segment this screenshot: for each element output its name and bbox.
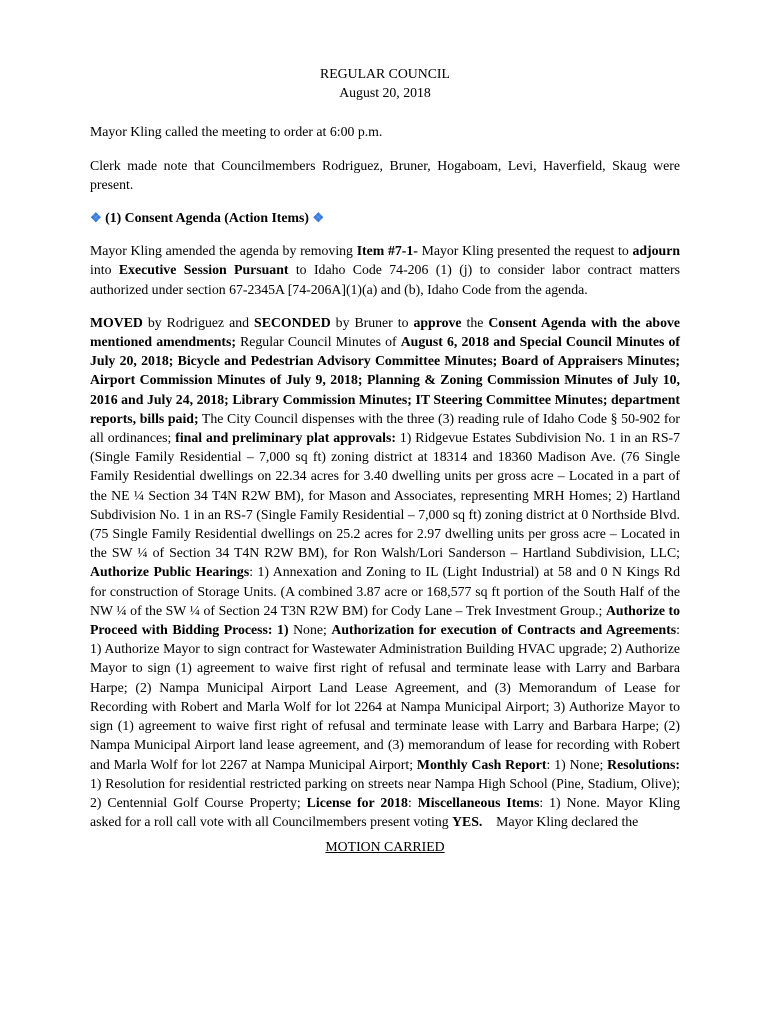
call-to-order-paragraph: Mayor Kling called the meeting to order at 6:00 p.m. xyxy=(90,124,383,140)
consent-agenda-heading xyxy=(90,208,680,227)
text: : 1) None; xyxy=(546,756,608,772)
text: The City Council dispenses with the three (3) reading rule of Idaho Code § 50-902 for all ordinances; xyxy=(90,410,680,446)
bold-text: License for 2018 xyxy=(306,794,408,810)
text: by Bruner to xyxy=(330,314,414,330)
text: Regular Council Minutes of xyxy=(235,334,401,350)
bold-text: approve xyxy=(413,314,462,330)
motion-paragraph xyxy=(90,313,680,831)
bold-text: Authorize Public Hearings xyxy=(90,564,250,580)
text: : xyxy=(407,794,418,810)
text: None; xyxy=(288,622,332,638)
text: into xyxy=(90,262,119,278)
motion-carried: MOTION CARRIED xyxy=(325,839,445,855)
text: Mayor Kling declared the xyxy=(482,814,639,830)
text: to Idaho Code 74-206 (1) (j) to consider labor contract matters authorized under section 67-2345A [74-206A](1)(a) and (b), Idaho Code from the agenda. xyxy=(90,262,680,297)
bold-text: Consent Agenda with the above mentioned amendments; xyxy=(90,314,680,350)
text: : 1) Annexation and Zoning to IL (Light Industrial) at 58 and 0 N Kings Rd for construction of Storage Units. (A combined 3.87 acre or 168,577 sq ft portion of the South Half of the NW ¼ of the SW ¼ of Section 24 T3N R2W BM) for Cody Lane – Trek Investment Group.; xyxy=(90,564,681,618)
bold-text: August 6, 2018 and Special Council Minutes of July 20, 2018; Bicycle and Pedestrian Advisory Committee Minutes; Board of Appraisers Minutes; Airport Commission Minutes of July 9, 2018; Planning & Zoning Commission Minutes of July 10, 2016 and July 24, 2018; Library Commission Minutes; IT Steering Committee Minutes; department reports, bills paid; xyxy=(90,334,680,426)
document-title: REGULAR COUNCIL xyxy=(320,66,450,81)
bold-text: MOVED xyxy=(90,314,143,330)
text: by Rodriguez and xyxy=(142,314,255,330)
text: 1) Resolution for residential restricted parking on streets near Nampa High School (Pine, Stadium, Olive); 2) Centennial Golf Course Property; xyxy=(90,775,680,810)
bold-text: Authorization for execution of Contracts and Agreements xyxy=(331,622,677,638)
text: Mayor Kling amended the agenda by removing xyxy=(90,243,357,259)
text: the xyxy=(461,314,489,330)
text: 1) Ridgevue Estates Subdivision No. 1 in an RS-7 (Single Family Residential – 7,000 sq ft) zoning district at 18314 and 18360 Madison Ave. (76 Single Family Residential dwellings on 22.34 acres for 3.40 dwelling units per gross acre – Located in a part of the NE ¼ Section 34 T4N R2W BM), for Mason and Associates, representing MRH Homes; 2) Hartland Subdivision No. 1 in an RS-7 (Single Family Residential – 7,000 sq ft) zoning district at 0 Northside Blvd. (75 Single Family Residential dwellings on 25.2 acres for 2.97 dwelling units per gross acre – Located in the SW ¼ of Section 34 T4N R2W BM), for Ron Walsh/Lori Sanderson – Hartland Subdivision, LLC; xyxy=(90,430,680,561)
meeting-date: August 20, 2018 xyxy=(339,85,431,101)
document-page xyxy=(90,64,680,857)
text: : 1) Authorize Mayor to sign contract for Wastewater Administration Building HVAC upgrade; 2) Authorize Mayor to sign (1) agreement to waive first right of refusal and terminate lease with Larry and Barbara Harpe; (2) Nampa Municipal Airport Land Lease Agreement, and (3) Memorandum of Lease for Recording with Robert and Marla Wolf for lot 2264 at Nampa Municipal Airport; 3) Authorize Mayor to sign (1) agreement to waive first right of refusal and terminate lease with Larry and Barbara Harpe; (2) Nampa Municipal Airport land lease agreement, and (3) memorandum of lease for recording with Robert and Marla Wolf for lot 2267 at Nampa Municipal Airport; xyxy=(90,622,680,772)
bold-text: YES. xyxy=(452,814,483,830)
bold-text: adjourn xyxy=(632,243,681,259)
bold-text: Resolutions: xyxy=(607,756,680,772)
diamond-bullet-icon: ❖ xyxy=(90,210,102,226)
bold-text: final and preliminary plat approvals: xyxy=(175,430,396,446)
text: : 1) None. Mayor Kling asked for a roll call vote with all Councilmembers present voting xyxy=(90,794,680,830)
text: Mayor Kling presented the request to xyxy=(417,243,633,259)
bold-text: Executive Session Pursuant xyxy=(118,262,289,278)
agenda-amendment-paragraph xyxy=(90,241,680,299)
diamond-bullet-icon: ❖ xyxy=(312,210,325,226)
bold-text: Item #7-1- xyxy=(356,243,418,259)
bold-text: Authorize to Proceed with Bidding Process: 1) xyxy=(90,602,680,638)
bold-text: Monthly Cash Report xyxy=(416,756,547,772)
section-heading-text: (1) Consent Agenda (Action Items) xyxy=(105,210,309,226)
bold-text: SECONDED xyxy=(254,314,331,330)
roll-call-paragraph: Clerk made note that Councilmembers Rodriguez, Bruner, Hogaboam, Levi, Haverfield, Skaug were present. xyxy=(90,157,680,192)
bold-text: Miscellaneous Items xyxy=(417,794,540,810)
